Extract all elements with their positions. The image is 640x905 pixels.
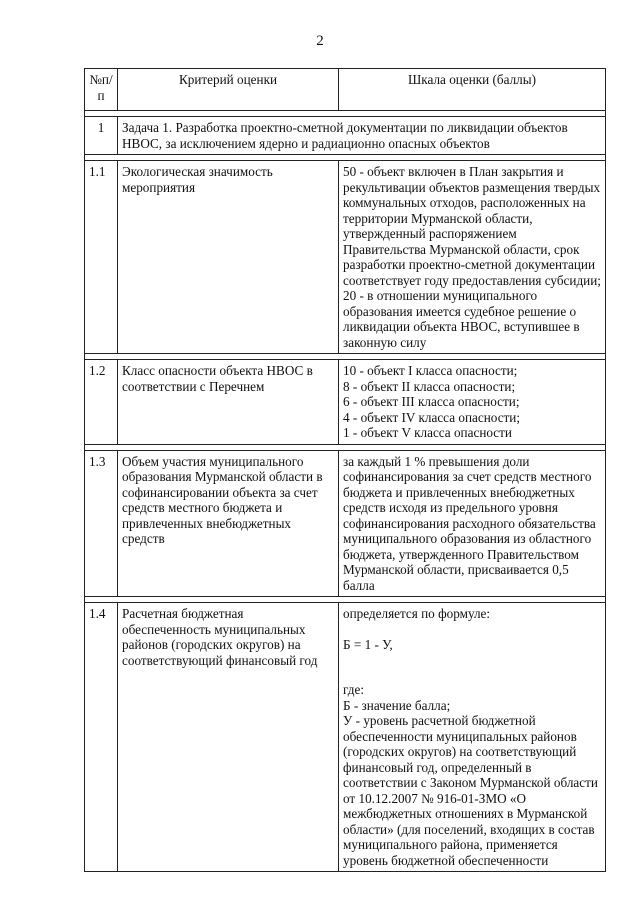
row-criterion: Расчетная бюджетная обеспеченность муниципальных районов (городских округов) на соответствующий финансовый год: [118, 603, 339, 872]
task-number: 1: [85, 117, 118, 155]
scale-line: 6 - объект III класса опасности;: [343, 394, 520, 409]
row-criterion: Класс опасности объекта НВОС в соответствии с Перечнем: [118, 360, 339, 445]
row-criterion: Объем участия муниципального образования Мурманской области в софинансировании объекта за счет средств местного бюджета и привлеченных внебюджетных средств: [118, 450, 339, 597]
scale-formula: Б = 1 - У,: [343, 636, 393, 652]
scale-line: 50 - объект включен в План закрытия и рекультивации объектов размещения твердых коммунальных отходов, расположенных на территории Мурманской области, утвержденный распоряжением Правительства Мурманской области, срок разработки проектно-сметной документации соответствует году предоставления субсидии;: [343, 164, 601, 288]
scale-line: где:: [343, 682, 364, 697]
row-criterion: Экологическая значимость мероприятия: [118, 161, 339, 354]
table-row: [85, 360, 606, 445]
row-number: 1.2: [85, 360, 118, 445]
scale-line: 20 - в отношении муниципального образования имеется судебное решение о ликвидации объекта НВОС, вступившее в законную силу: [343, 288, 580, 350]
table-row: [85, 450, 606, 597]
scale-line: за каждый 1 % превышения доли софинансирования за счет средств местного бюджета и привлеченных внебюджетных средств исходя из предельного уровня софинансирования расходного обязательства муниципального образования из областного бюджета, утвержденного Правительством Мурманской области, присваивается 0,5 балла: [343, 453, 596, 593]
criteria-table: [84, 68, 606, 872]
row-scale: [339, 450, 606, 597]
header-criterion: Критерий оценки: [118, 69, 339, 111]
header-number: №п/п: [85, 69, 118, 111]
scale-line: 8 - объект II класса опасности;: [343, 378, 516, 394]
scale-line: Б - значение балла;: [343, 697, 451, 713]
task-row: [85, 117, 606, 155]
scale-line: 4 - объект IV класса опасности;: [343, 409, 521, 425]
table-row: [85, 161, 606, 354]
table-header-row: [85, 69, 606, 111]
row-scale: [339, 161, 606, 354]
header-scale: Шкала оценки (баллы): [339, 69, 606, 111]
scale-line: 10 - объект I класса опасности;: [343, 363, 518, 378]
page-number: 2: [316, 33, 324, 49]
scale-line: У - уровень расчетной бюджетной обеспеченности муниципальных районов (городских округов) на соответствующий финансовый год, определенный в соответствии с Законом Мурманской области от 10.12.2007 № 916-01-ЗМО «О межбюджетных отношениях в Мурманской области» (для поселений, входящих в состав муниципального района, применяется уровень бюджетной обеспеченности: [343, 713, 598, 868]
row-number: 1.3: [85, 450, 118, 597]
task-title: Задача 1. Разработка проектно-сметной документации по ликвидации объектов НВОС, за исключением ядерно и радиационно опасных объектов: [118, 117, 606, 155]
row-number: 1.1: [85, 161, 118, 354]
table-row: [85, 603, 606, 872]
scale-line: 1 - объект V класса опасности: [343, 425, 512, 440]
scale-line: определяется по формуле:: [343, 606, 491, 621]
row-scale: [339, 360, 606, 445]
row-number: 1.4: [85, 603, 118, 872]
row-scale: [339, 603, 606, 872]
